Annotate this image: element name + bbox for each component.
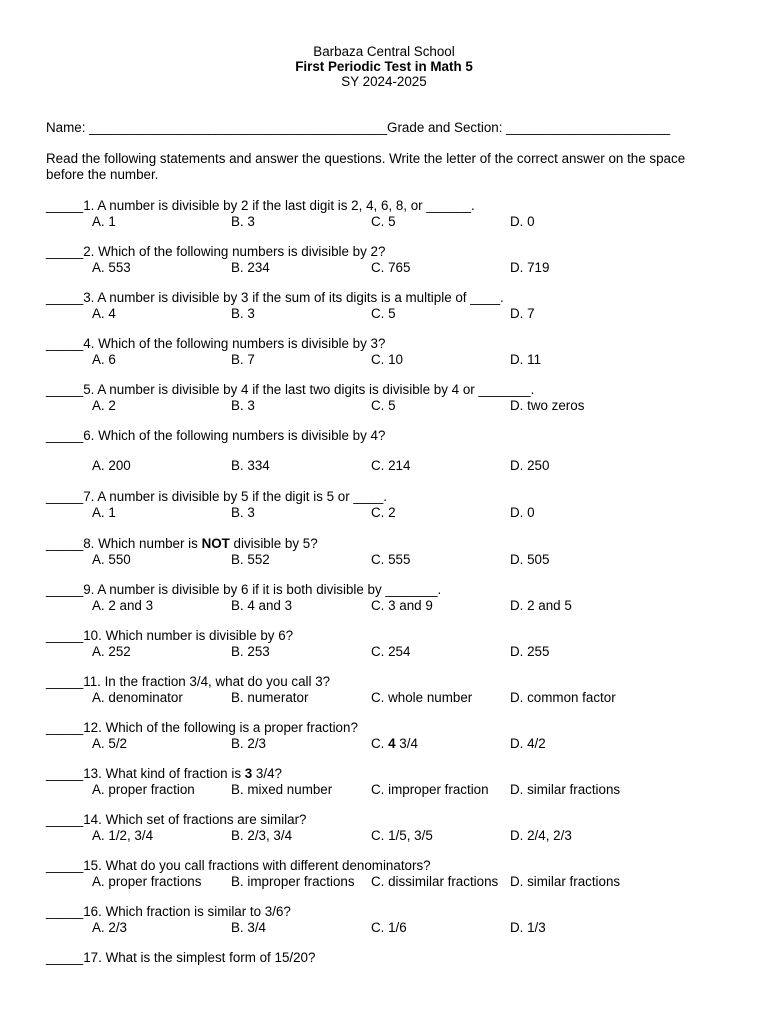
option-a: A. denominator (92, 690, 183, 705)
option-b: B. 4 and 3 (231, 598, 293, 613)
option-c: C. 254 (371, 644, 411, 659)
option-b: B. 3/4 (231, 920, 266, 935)
option-text: 3/4 (395, 736, 418, 751)
stem-text: divisible by 5? (229, 536, 318, 551)
option-c: C. dissimilar fractions (371, 874, 499, 889)
question-stem (46, 536, 746, 551)
option-b: B. numerator (231, 690, 309, 705)
option-a: A. 550 (92, 552, 131, 567)
question-12 (46, 720, 746, 752)
question-stem: _____11. In the fraction 3/4, what do you call 3? (46, 674, 331, 689)
test-title: First Periodic Test in Math 5 (295, 59, 473, 74)
question-7 (46, 489, 746, 521)
question-stem: _____14. Which set of fractions are similar? (46, 812, 307, 827)
option-c (371, 736, 418, 752)
question-3 (46, 290, 746, 322)
option-a: A. proper fraction (92, 782, 195, 797)
question-13 (46, 766, 746, 798)
option-b: B. 234 (231, 260, 270, 275)
option-a: A. 553 (92, 260, 131, 275)
option-c: C. 10 (371, 352, 404, 367)
option-b: B. 3 (231, 306, 255, 321)
option-d: D. 719 (510, 260, 550, 275)
option-d: D. 2 and 5 (510, 598, 572, 613)
instructions: Read the following statements and answer the questions. Write the letter of the correct answer on the space before the number. (46, 151, 686, 182)
option-b: B. 253 (231, 644, 270, 659)
question-stem: _____9. A number is divisible by 6 if it is both divisible by _______. (46, 582, 442, 597)
option-d: D. 0 (510, 505, 535, 520)
option-d: D. 0 (510, 214, 535, 229)
option-d: D. 250 (510, 458, 550, 473)
school-name: Barbaza Central School (313, 44, 455, 59)
option-a: A. 5/2 (92, 736, 127, 751)
option-a: A. 2 and 3 (92, 598, 154, 613)
option-emphasis: 4 (388, 736, 396, 751)
option-c: C. 3 and 9 (371, 598, 433, 613)
option-b: B. 3 (231, 214, 255, 229)
option-a: A. 2/3 (92, 920, 127, 935)
question-4 (46, 336, 746, 368)
option-c: C. 5 (371, 306, 396, 321)
question-8 (46, 536, 746, 568)
question-stem: _____15. What do you call fractions with different denominators? (46, 858, 431, 873)
question-2 (46, 244, 746, 276)
option-d: D. 2/4, 2/3 (510, 828, 572, 843)
option-d: D. common factor (510, 690, 616, 705)
question-10 (46, 628, 746, 660)
option-c: C. 5 (371, 214, 396, 229)
option-a: A. 1/2, 3/4 (92, 828, 154, 843)
question-6 (46, 428, 746, 474)
option-b: B. 334 (231, 458, 270, 473)
question-stem: _____2. Which of the following numbers is divisible by 2? (46, 244, 386, 259)
option-c: C. 214 (371, 458, 411, 473)
option-a: A. 252 (92, 644, 131, 659)
question-17 (46, 950, 746, 965)
option-d: D. 255 (510, 644, 550, 659)
question-15 (46, 858, 746, 890)
question-16 (46, 904, 746, 936)
option-b: B. 2/3, 3/4 (231, 828, 293, 843)
option-c: C. whole number (371, 690, 473, 705)
option-c: C. 765 (371, 260, 411, 275)
question-stem: _____17. What is the simplest form of 15/20? (46, 950, 316, 965)
option-text: C. (371, 736, 389, 751)
stem-emphasis: NOT (201, 536, 230, 551)
option-a: A. 1 (92, 505, 116, 520)
option-d: D. 1/3 (510, 920, 546, 935)
question-11 (46, 674, 746, 706)
question-stem: _____7. A number is divisible by 5 if the digit is 5 or ____. (46, 489, 387, 504)
option-b: B. 7 (231, 352, 255, 367)
question-stem: _____16. Which fraction is similar to 3/6? (46, 904, 291, 919)
question-stem (46, 766, 746, 781)
question-stem: _____4. Which of the following numbers is divisible by 3? (46, 336, 386, 351)
option-b: B. 2/3 (231, 736, 266, 751)
option-a: A. 6 (92, 352, 116, 367)
option-a: A. 2 (92, 398, 116, 413)
question-stem: _____12. Which of the following is a proper fraction? (46, 720, 358, 735)
option-d: D. 11 (510, 352, 542, 367)
school-year: SY 2024-2025 (341, 74, 427, 89)
question-5 (46, 382, 746, 414)
option-a: A. 4 (92, 306, 116, 321)
stem-text: _____8. Which number is (46, 536, 202, 551)
question-14 (46, 812, 746, 844)
question-1 (46, 198, 746, 230)
stem-emphasis: 3 (244, 766, 253, 781)
option-d: D. two zeros (510, 398, 585, 413)
question-stem: _____5. A number is divisible by 4 if the last two digits is divisible by 4 or _______. (46, 382, 535, 397)
option-d: D. similar fractions (510, 782, 621, 797)
option-c: C. 1/6 (371, 920, 407, 935)
option-d: D. 505 (510, 552, 550, 567)
option-b: B. improper fractions (231, 874, 355, 889)
option-c: C. 555 (371, 552, 411, 567)
question-stem: _____3. A number is divisible by 3 if the sum of its digits is a multiple of ____. (46, 290, 504, 305)
option-b: B. 3 (231, 398, 255, 413)
question-stem: _____1. A number is divisible by 2 if the last digit is 2, 4, 6, 8, or ______. (46, 198, 475, 213)
question-9 (46, 582, 746, 614)
option-a: A. 200 (92, 458, 131, 473)
option-c: C. 2 (371, 505, 396, 520)
option-d: D. 4/2 (510, 736, 546, 751)
option-b: B. 552 (231, 552, 270, 567)
option-a: A. proper fractions (92, 874, 202, 889)
question-stem: _____10. Which number is divisible by 6? (46, 628, 294, 643)
option-b: B. 3 (231, 505, 255, 520)
question-stem: _____6. Which of the following numbers is divisible by 4? (46, 428, 386, 443)
option-c: C. improper fraction (371, 782, 489, 797)
option-b: B. mixed number (231, 782, 333, 797)
option-d: D. similar fractions (510, 874, 621, 889)
name-grade-line: Name: ________________________________________Grade and Section: ______________________ (46, 120, 670, 135)
option-c: C. 5 (371, 398, 396, 413)
stem-text: _____13. What kind of fraction is (46, 766, 245, 781)
stem-text: 3/4? (252, 766, 282, 781)
option-d: D. 7 (510, 306, 535, 321)
option-c: C. 1/5, 3/5 (371, 828, 433, 843)
option-a: A. 1 (92, 214, 116, 229)
